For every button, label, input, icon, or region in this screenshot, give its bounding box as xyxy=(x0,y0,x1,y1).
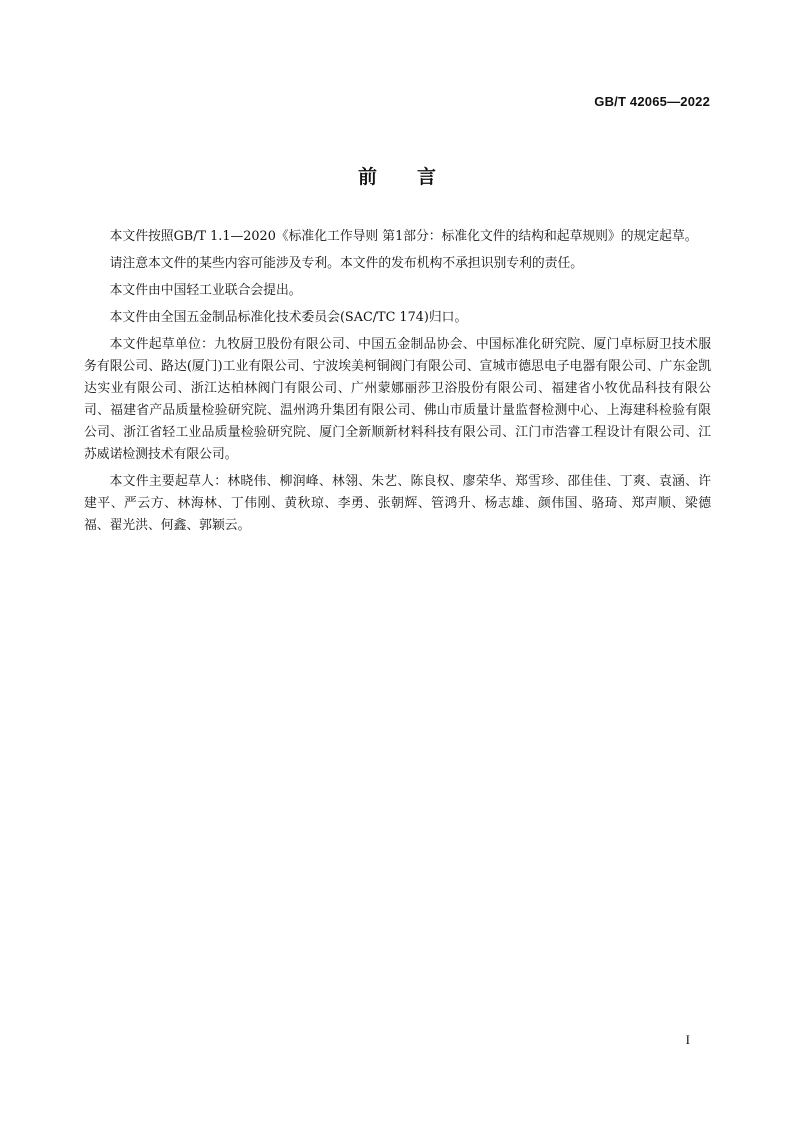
paragraph-drafting-rules: 本文件按照GB/T 1.1—2020《标准化工作导则 第1部分：标准化文件的结构和起草规则》的规定起草。 xyxy=(109,229,698,244)
standard-number: GB/T 42065—2022 xyxy=(594,94,710,109)
page-title: 前言 xyxy=(357,166,476,188)
preface-body xyxy=(84,226,711,542)
page-number: I xyxy=(685,1032,690,1047)
paragraph-patent-notice: 请注意本文件的某些内容可能涉及专利。本文件的发布机构不承担识别专利的责任。 xyxy=(109,256,584,271)
paragraph-main-drafters: 本文件主要起草人：林晓伟、柳润峰、林翎、朱艺、陈良权、廖荣华、郑雪珍、邵佳佳、丁爽、袁涵、许建平、严云方、林海林、丁伟刚、黄秋琼、李勇、张朝辉、管鸿升、杨志雄、颜伟国、骆琦、郑声顺、梁德福、翟光洪、何鑫、郭颖云。 xyxy=(84,474,711,533)
paragraph-proposer: 本文件由中国轻工业联合会提出。 xyxy=(109,283,302,298)
paragraph-technical-committee: 本文件由全国五金制品标准化技术委员会(SAC/TC 174)归口。 xyxy=(109,310,468,325)
paragraph-drafting-organizations: 本文件起草单位：九牧厨卫股份有限公司、中国五金制品协会、中国标准化研究院、厦门卓标厨卫技术服务有限公司、路达(厦门)工业有限公司、宁波埃美柯铜阀门有限公司、宣城市德思电子电器有限公司、广东金凯达实业有限公司、浙江达柏林阀门有限公司、广州蒙娜丽莎卫浴股份有限公司、福建省小牧优品科技有限公司、福建省产品质量检验研究院、温州鸿升集团有限公司、佛山市质量计量监督检测中心、上海建科检验有限公司、浙江省轻工业品质量检验研究院、厦门全新顺新材料科技有限公司、江门市浩睿工程设计有限公司、江苏威诺检测技术有限公司。 xyxy=(84,337,711,462)
